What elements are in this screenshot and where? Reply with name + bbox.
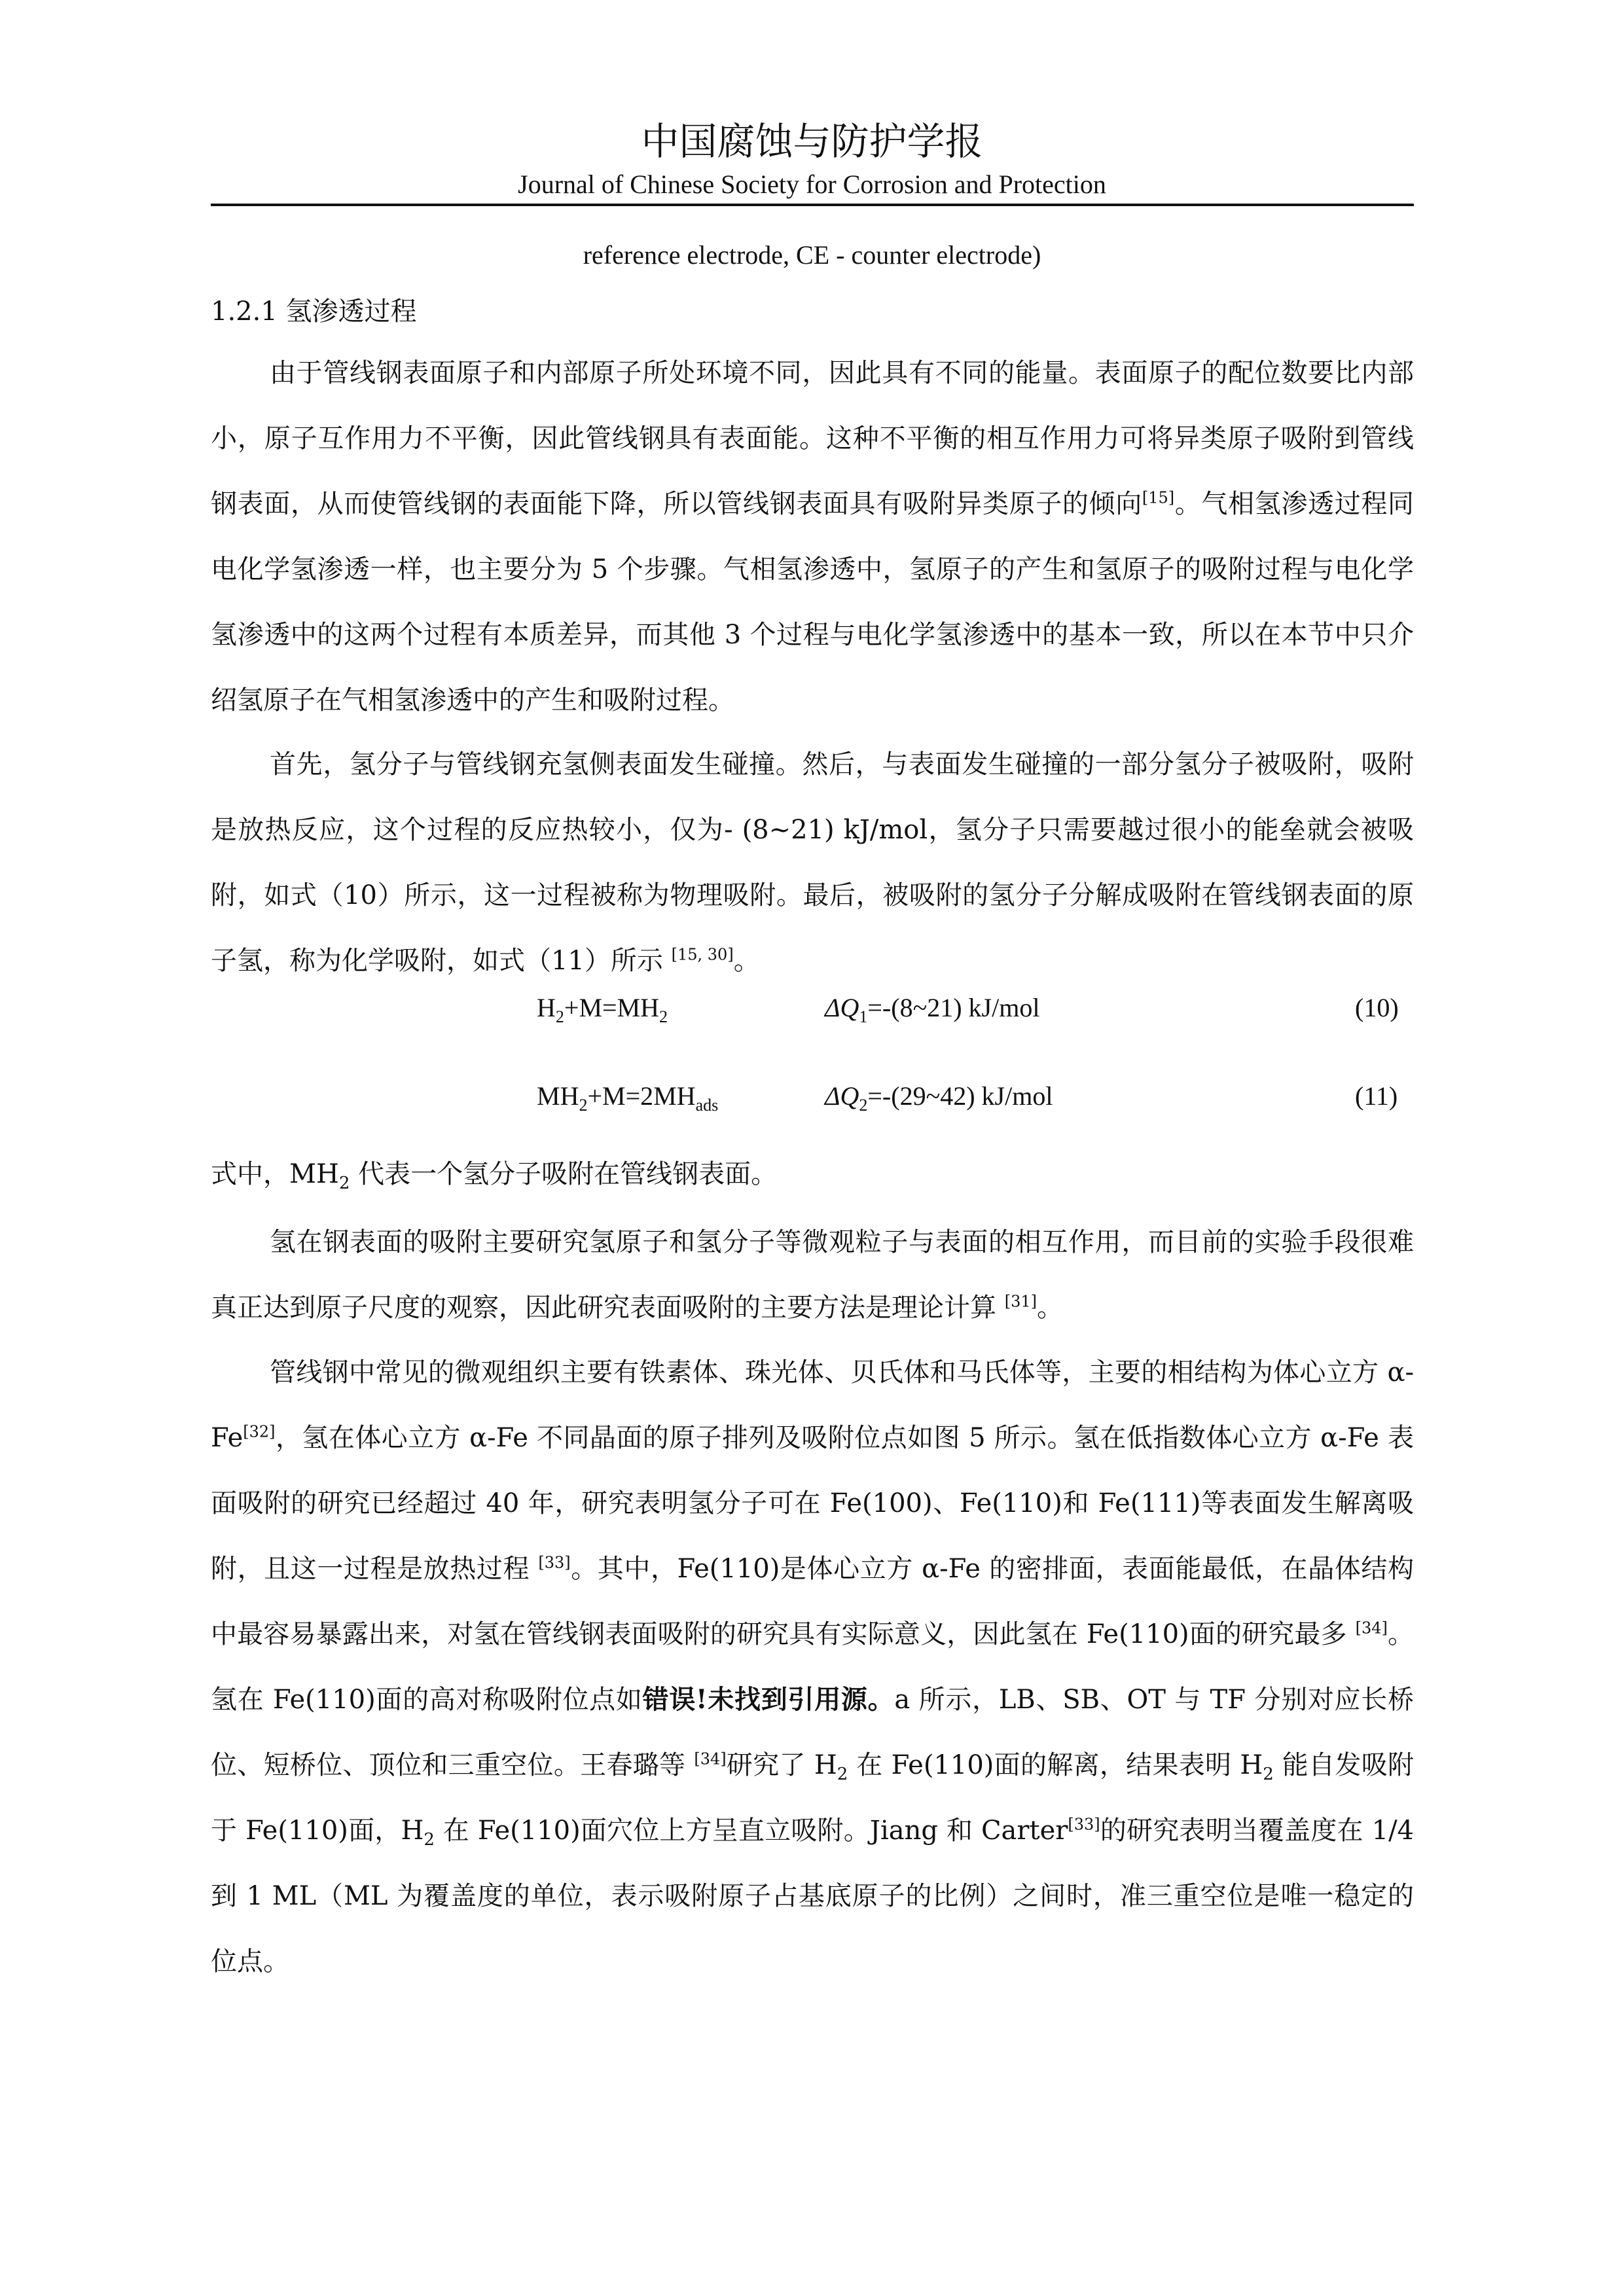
equation-11: $MH_2+M=2MH_{ads}$ $\Delta Q_2=-(29\sim 42)$ kJ/mol (11) [0,1073,1624,1119]
citation: [31] [1004,1292,1037,1311]
citation: [33] [1068,1815,1100,1834]
citation: [15, 30] [671,945,734,964]
paragraph-fe110-adsorption: 管线钢中常见的微观组织主要有铁素体、珠光体、贝氏体和马氏体等，主要的相结构为体心立方 α-Fe[32]，氢在体心立方 α-Fe 不同晶面的原子排列及吸附位点如图 5 所示。氢在低指数体心立方 α-Fe 表面吸附的研究已经超过 40 年，研究表明氢分子可在 Fe(100)、Fe(110)和 Fe(111)等表面发生解离吸附，且这一过程是放热过程 [33]。其中，Fe(110)是体心立方 α-Fe 的密排面，表面能最低，在晶体结构中最容易暴露出来，对氢在管线钢表面吸附的研究具有实际意义，因此氢在 Fe(110)面的研究最多 [34]。氢在 Fe(110)面的高对称吸附位点如错误!未找到引用源。a 所示，LB、SB、OT 与 TF 分别对应长桥位、短桥位、顶位和三重空位。王春璐等 [34]研究了 $H_2$ 在 Fe(110)面的解离，结果表明 $H_2$ 能自发吸附于 Fe(110)面，$H_2$ 在 Fe(110)面穴位上方呈直立吸附。Jiang 和 Carter[33]的研究表明当覆盖度在 1/4 到 1 ML（ML 为覆盖度的单位，表示吸附原子占基底原子的比例）之间时，准三重空位是唯一稳定的位点。 [211,1357,1415,1977]
equation-number: (11) [1355,1081,1398,1111]
citation: [34] [694,1749,727,1768]
paragraph-hydrogen-permeation: 由于管线钢表面原子和内部原子所处环境不同，因此具有不同的能量。表面原子的配位数要比内部小，原子互作用力不平衡，因此管线钢具有表面能。这种不平衡的相互作用力可将异类原子吸附到管线钢表面，从而使管线钢的表面能下降，所以管线钢表面具有吸附异类原子的倾向[15]。气相氢渗透过程同电化学氢渗透一样，也主要分为 5 个步骤。气相氢渗透中，氢原子的产生和氢原子的吸附过程与电化学氢渗透中的这两个过程有本质差异，而其他 3 个过程与电化学氢渗透中的基本一致，所以在本节中只介绍氢原子在气相氢渗透中的产生和吸附过程。 [211,358,1415,715]
paragraph-physical-adsorption: 首先，氢分子与管线钢充氢侧表面发生碰撞。然后，与表面发生碰撞的一部分氢分子被吸附，吸附是放热反应，这个过程的反应热较小，仅为- (8~21) kJ/mol，氢分子只需要越过很小的能垒就会被吸附，如式（10）所示，这一过程被称为物理吸附。最后，被吸附的氢分子分解成吸附在管线钢表面的原子氢，称为化学吸附，如式（11）所示 [15, 30]。 [211,749,1414,976]
section-heading: 1.2.1 氢渗透过程 [211,296,417,327]
citation: [15] [1142,488,1175,507]
equation-number: (10) [1355,993,1399,1022]
journal-title-english: Journal of Chinese Society for Corrosion and Protection [518,170,1106,199]
citation: [34] [1355,1619,1388,1638]
paragraph-adsorption-research: 氢在钢表面的吸附主要研究氢原子和氢分子等微观粒子与表面的相互作用，而目前的实验手段很难真正达到原子尺度的观察，因此研究表面吸附的主要方法是理论计算 [31]。 [211,1227,1414,1323]
citation: [33] [538,1553,571,1572]
journal-title-chinese: 中国腐蚀与防护学报 [641,119,983,164]
figure-caption-continuation: reference electrode, CE - counter electrode) [583,240,1041,270]
equation-note: 式中，$MH_2$ 代表一个氢分子吸附在管线钢表面。 [211,1159,778,1193]
header-divider [211,204,1414,206]
broken-reference-error: 错误!未找到引用源。 [642,1684,895,1715]
equation-10: $H_2+M=MH_2$ $\Delta Q_1=-(8\sim 21)$ kJ/mol (10) [0,985,1624,1031]
citation: [32] [243,1422,276,1441]
